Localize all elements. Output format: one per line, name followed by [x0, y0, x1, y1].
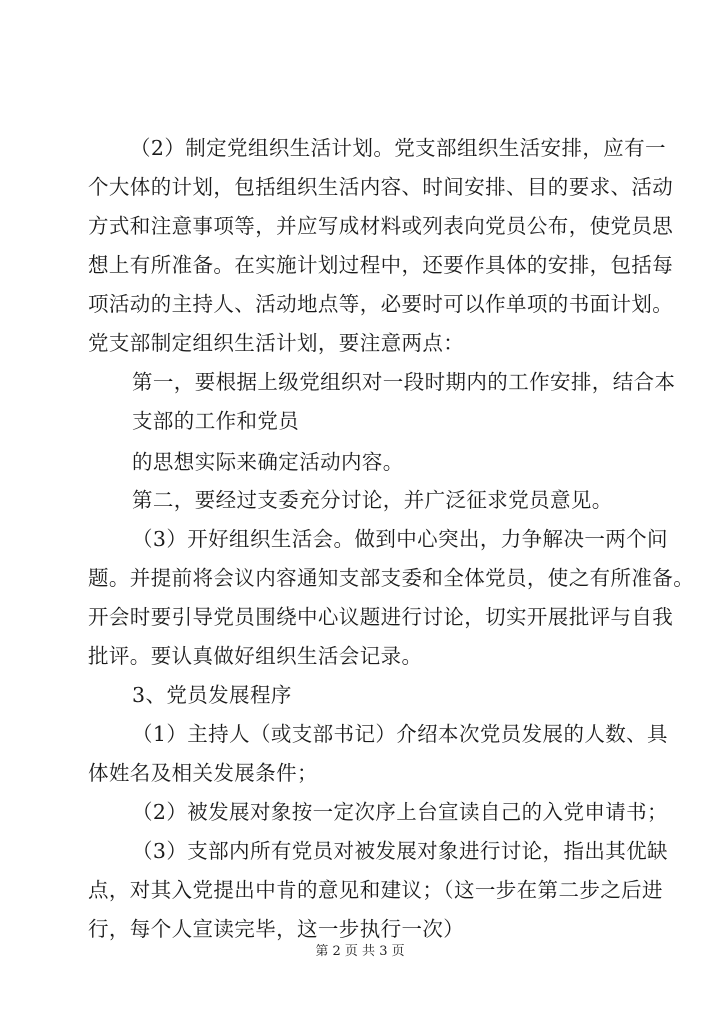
paragraph-line: 个大体的计划，包括组织生活内容、时间安排、目的要求、活动 — [88, 175, 674, 199]
paragraph-line: 开会时要引导党员围绕中心议题进行讨论，切实开展批评与自我 — [88, 605, 674, 629]
paragraph-line: 点，对其入党提出中肯的意见和建议；（这一步在第二步之后进 — [88, 878, 663, 902]
paragraph-line: （3）支部内所有党员对被发展对象进行讨论，指出其优缺 — [132, 839, 668, 863]
paragraph-line: 行，每个人宣读完毕，这一步执行一次） — [88, 917, 465, 941]
paragraph-line: 第一，要根据上级党组织对一段时期内的工作安排，结合本 — [132, 370, 676, 394]
paragraph-line: 的思想实际来确定活动内容。 — [132, 450, 404, 474]
section-heading: 3、党员发展程序 — [132, 683, 292, 707]
paragraph-line: 批评。要认真做好组织生活会记录。 — [88, 644, 423, 668]
paragraph-line: 支部的工作和党员 — [132, 409, 300, 433]
paragraph-line: 项活动的主持人、活动地点等，必要时可以作单项的书面计划。 — [88, 292, 674, 316]
paragraph-line: 第二，要经过支委充分讨论，并广泛征求党员意见。 — [132, 488, 613, 512]
paragraph-line: 题。并提前将会议内容通知支部支委和全体党员，使之有所准备。 — [88, 566, 695, 590]
paragraph-line: 体姓名及相关发展条件； — [88, 761, 318, 785]
paragraph-line: （1）主持人（或支部书记）介绍本次党员发展的人数、具 — [132, 722, 668, 746]
page-number-footer: 第 2 页 共 3 页 — [315, 944, 405, 959]
paragraph-line: 党支部制定组织生活计划，要注意两点： — [88, 331, 465, 355]
paragraph-line: 想上有所准备。在实施计划过程中，还要作具体的安排，包括每 — [88, 253, 674, 277]
paragraph-line: （2）制定党组织生活计划。党支部组织生活安排，应有一 — [130, 136, 666, 160]
paragraph-line: 方式和注意事项等，并应写成材料或列表向党员公布，使党员思 — [88, 214, 674, 238]
paragraph-line: （3）开好组织生活会。做到中心突出，力争解决一两个问 — [132, 527, 668, 551]
paragraph-line: （2）被发展对象按一定次序上台宣读自己的入党申请书； — [132, 800, 668, 824]
